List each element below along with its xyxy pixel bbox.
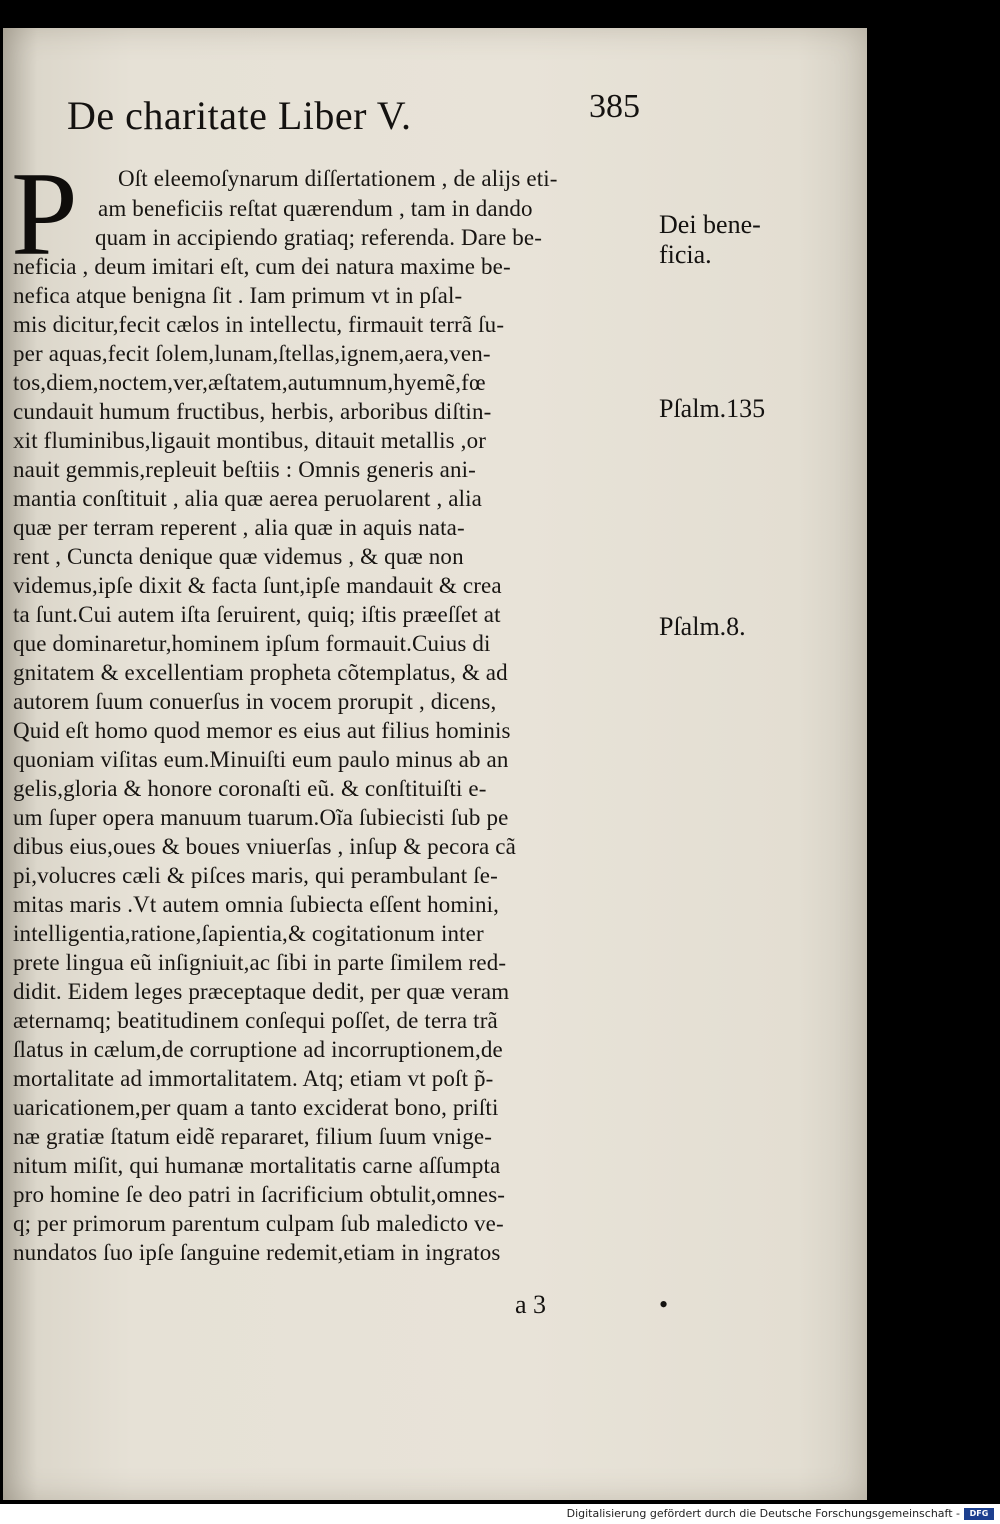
margin-note-psalm-8: Pſalm.8. — [659, 612, 746, 641]
text-line: nitum miſit, qui humanæ mortalitatis carne aſſumpta — [13, 1153, 501, 1178]
text-line: per aquas,fecit ſolem,lunam,ſtellas,ignem,aera,ven- — [13, 341, 491, 366]
text-line: xit fluminibus,ligauit montibus, ditauit metallis ,or — [13, 428, 487, 453]
text-line: Oſt eleemoſynarum diſſertationem , de alijs eti- — [118, 166, 558, 191]
text-line: nauit gemmis,repleuit beſtiis : Omnis generis ani- — [13, 457, 476, 482]
text-line: mantia conſtituit , alia quæ aerea peruolarent , alia — [13, 486, 483, 511]
drop-cap: P — [11, 147, 78, 280]
text-line: gnitatem & excellentiam propheta cõtemplatus, & ad — [13, 660, 508, 685]
footer-credit: Digitalisierung gefördert durch die Deutsche Forschungsgemeinschaft - — [566, 1507, 960, 1520]
text-line: mitas maris .Vt autem omnia ſubiecta eſſent homini, — [13, 892, 500, 917]
text-line: mortalitate ad immortalitatem. Atq; etiam vt poſt p̃- — [13, 1066, 494, 1091]
text-line: autorem ſuum conuerſus in vocem prorupit , dicens, — [13, 689, 497, 714]
text-line: que dominaretur,hominem ipſum formauit.Cuius di — [13, 631, 491, 656]
margin-note-dei-beneficia-cont: ficia. — [659, 240, 712, 269]
page-number: 385 — [589, 88, 640, 125]
text-line: næ gratiæ ſtatum eidẽ repararet, filium ſuum vnige- — [13, 1124, 493, 1149]
text-line: gelis,gloria & honore coronaſti eũ. & conſtituiſti e- — [13, 776, 487, 801]
signature-mark: a 3 — [515, 1290, 547, 1319]
text-line: intelligentia,ratione,ſapientia,& cogitationum inter — [13, 921, 484, 946]
text-line: didit. Eidem leges præceptaque dedit, per quæ veram — [13, 979, 510, 1004]
text-line: videmus,ipſe dixit & facta ſunt,ipſe mandauit & crea — [13, 573, 502, 598]
text-line: ſlatus in cælum,de corruptione ad incorruptionem,de — [13, 1037, 503, 1062]
text-line: uaricationem,per quam a tanto exciderat bono, priſti — [13, 1095, 499, 1120]
text-line: æternamq; beatitudinem conſequi poſſet, de terra trã — [13, 1008, 498, 1033]
text-line: ta ſunt.Cui autem iſta ſeruirent, quiq; iſtis præeſſet at — [13, 602, 501, 627]
text-line: am beneficiis reſtat quærendum , tam in dando — [98, 196, 533, 221]
text-line: um ſuper opera manuum tuarum.Oĩa ſubiecisti ſub pe — [13, 805, 509, 830]
book-page — [3, 28, 867, 1500]
text-line: dibus eius,oues & boues vniuerſas , inſup & pecora cã — [13, 834, 516, 859]
running-title: De charitate Liber V. — [67, 93, 412, 138]
text-line: tos,diem,noctem,ver,æſtatem,autumnum,hyemẽ,fœ — [13, 370, 486, 395]
dfg-logo-icon: DFG — [964, 1508, 994, 1520]
digitization-footer — [0, 1504, 1000, 1524]
margin-note-dei-beneficia: Dei bene- — [659, 210, 761, 239]
text-line: pro homine ſe deo patri in ſacrificium obtulit,omnes- — [13, 1182, 506, 1207]
text-line: cundauit humum fructibus, herbis, arboribus diſtin- — [13, 399, 492, 424]
text-line: quam in accipiendo gratiaq; referenda. Dare be- — [95, 225, 543, 250]
text-line: Quid eſt homo quod memor es eius aut filius hominis — [13, 718, 511, 743]
text-line: pi,volucres cæli & piſces maris, qui perambulant ſe- — [13, 863, 498, 888]
signature-dot: • — [659, 1290, 669, 1319]
text-line: mis dicitur,fecit cælos in intellectu, firmauit terrã ſu- — [13, 312, 505, 337]
text-line: neficia , deum imitari eſt, cum dei natura maxime be- — [13, 254, 511, 279]
text-line: prete lingua eũ inſigniuit,ac ſibi in parte ſimilem red- — [13, 950, 507, 975]
text-line: nefica atque benigna ſit . Iam primum vt in pſal- — [13, 283, 463, 308]
text-line: quæ per terram reperent , alia quæ in aquis nata- — [13, 515, 465, 540]
text-line: rent , Cuncta denique quæ videmus , & quæ non — [13, 544, 464, 569]
text-line: q; per primorum parentum culpam ſub maledicto ve- — [13, 1211, 504, 1236]
text-line: quoniam viſitas eum.Minuiſti eum paulo minus ab an — [13, 747, 509, 772]
text-line: nundatos ſuo ipſe ſanguine redemit,etiam in ingratos — [13, 1240, 501, 1265]
margin-note-psalm-135: Pſalm.135 — [659, 394, 766, 423]
